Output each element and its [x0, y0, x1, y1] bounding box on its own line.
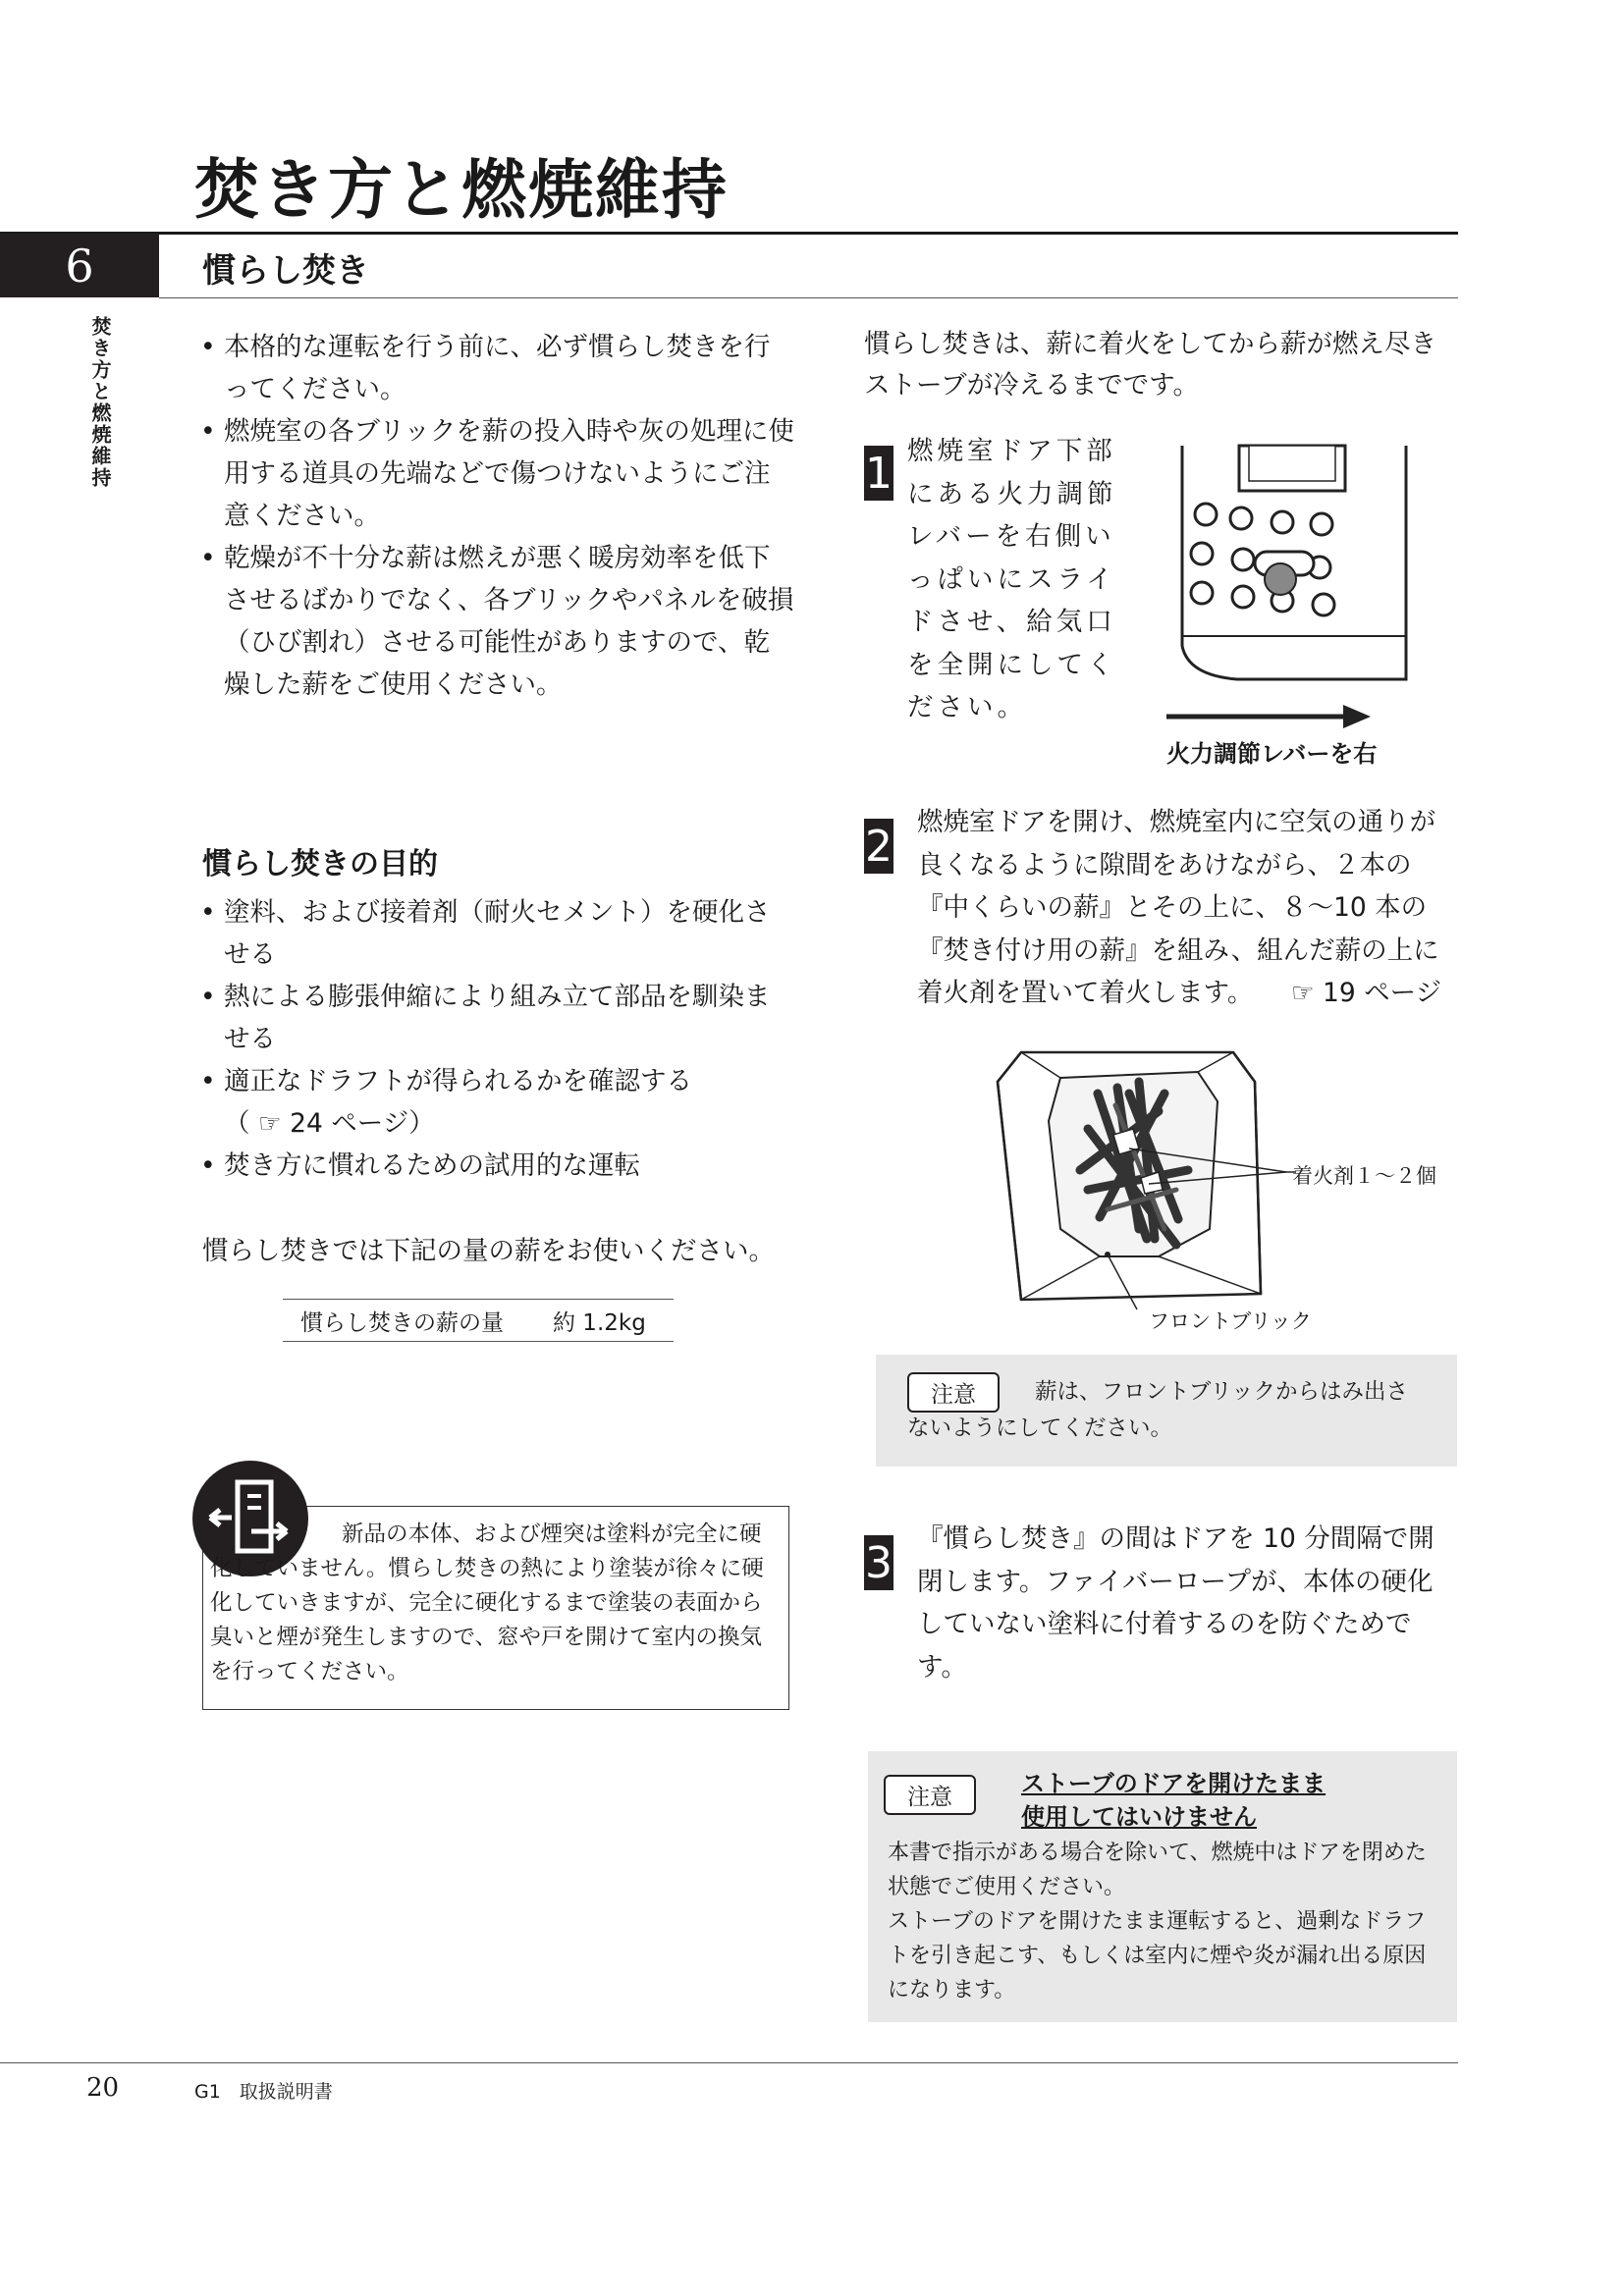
caution-paragraph: 本書で指示がある場合を除いて、燃焼中はドアを閉めた状態でご使用ください。	[888, 1841, 1427, 1899]
title-rule	[0, 232, 1458, 235]
front-brick-label: フロントブリック	[1149, 1309, 1312, 1333]
caution-2-text	[888, 1836, 1443, 2007]
note-text: 新品の本体、および煙突は塗料が完全に硬化していません。慣らし焚きの熱により塗装が徐々に硬化していきますが、完全に硬化するまで塗装の表面から臭いと煙が発生しますので、窓や戸を開けて室内の換気を行ってください。	[210, 1522, 764, 1684]
list-item: • 塗料、および接着剤（耐火セメント）を硬化させる	[200, 891, 795, 976]
caution-badge: 注意	[884, 1775, 976, 1815]
igniter-label: 着火剤１～２個	[1292, 1164, 1436, 1188]
step-2-text	[917, 801, 1455, 1015]
list-item: • 焚き方に慣れるための試用的な運転	[200, 1145, 795, 1187]
firebox-figure	[992, 1042, 1453, 1341]
page-title: 焚き方と燃焼維持	[194, 151, 729, 228]
caution-heading-line: 使用してはいけません	[1021, 1803, 1257, 1831]
purpose-list	[200, 891, 795, 1187]
wood-intro: 慣らし焚きでは下記の量の薪をお使いください。	[202, 1236, 775, 1266]
caution-1-text: 薪は、フロントブリックからはみ出さないようにしてください。	[907, 1379, 1409, 1441]
page-reference[interactable]: ☞ 19 ページ	[1290, 978, 1442, 1008]
control-panel-figure	[1178, 444, 1410, 689]
list-item-text: 適正なドラフトが得られるかを確認する	[224, 1066, 692, 1096]
table-value: 約 1.2kg	[553, 1309, 646, 1336]
section-number: 6	[0, 234, 159, 297]
lever-caption: 火力調節レバーを右	[1166, 740, 1378, 768]
page-number: 20	[86, 2073, 120, 2103]
list-item: • 燃焼室の各ブリックを薪の投入時や灰の処理に使用する道具の先端などで傷つけないようにご注意ください。	[200, 410, 795, 537]
step-3-number: 3	[864, 1535, 893, 1590]
precaution-list	[200, 326, 795, 706]
caution-heading-line: ストーブのドアを開けたまま	[1021, 1770, 1326, 1797]
section-title: 慣らし焚き	[202, 251, 369, 291]
step-2-number: 2	[864, 819, 893, 874]
section-rule	[159, 297, 1458, 298]
intro-text: 慣らし焚きは、薪に着火をしてから薪が燃え尽きストーブが冷えるまでです。	[864, 329, 1436, 400]
list-item	[200, 1060, 795, 1145]
document-name: G1 取扱説明書	[194, 2081, 333, 2103]
caution-paragraph: ストーブのドアを開けたまま運転すると、過剰なドラフトを引き起こす、もしくは室内に煙や炎が漏れ出る原因になります。	[888, 1909, 1427, 2002]
table-label: 慣らし焚きの薪の量	[300, 1309, 504, 1336]
step-1-text: 燃焼室ドア下部にある火力調節レバーを右側いっぱいにスライドさせ、給気口を全開にしてください。	[907, 436, 1117, 722]
wood-amount-table	[283, 1299, 674, 1342]
right-arrow-icon	[1166, 703, 1373, 734]
list-item: • 本格的な運転を行う前に、必ず慣らし焚きを行ってください。	[200, 326, 795, 410]
list-item: • 熱による膨張伸縮により組み立て部品を馴染ませる	[200, 976, 795, 1060]
purpose-heading: 慣らし焚きの目的	[202, 847, 438, 881]
caution-2-heading	[1021, 1767, 1414, 1834]
footer-rule	[0, 2062, 1458, 2063]
step-2-body: 燃焼室ドアを開け、燃焼室内に空気の通りが良くなるように隙間をあけながら、２本の『中くらいの薪』とその上に、８～10 本の『焚き付け用の薪』を組み、組んだ薪の上に着火剤を置いて着火します。	[917, 807, 1439, 1008]
list-item: • 乾燥が不十分な薪は燃えが悪く暖房効率を低下させるばかりでなく、各ブリックやパネルを破損（ひび割れ）させる可能性がありますので、乾燥した薪をご使用ください。	[200, 537, 795, 706]
page-reference[interactable]: （ ☞ 24 ページ）	[224, 1108, 435, 1139]
step-3-text: 『慣らし焚き』の間はドアを 10 分間隔で開閉します。ファイバーロープが、本体の硬化していない塗料に付着するのを防ぐためです。	[917, 1523, 1435, 1682]
step-1-number: 1	[864, 446, 893, 501]
ventilation-note	[202, 1518, 772, 1689]
caution-badge: 注意	[907, 1372, 1000, 1413]
side-tab: 焚き方と燃焼維持	[88, 316, 112, 489]
